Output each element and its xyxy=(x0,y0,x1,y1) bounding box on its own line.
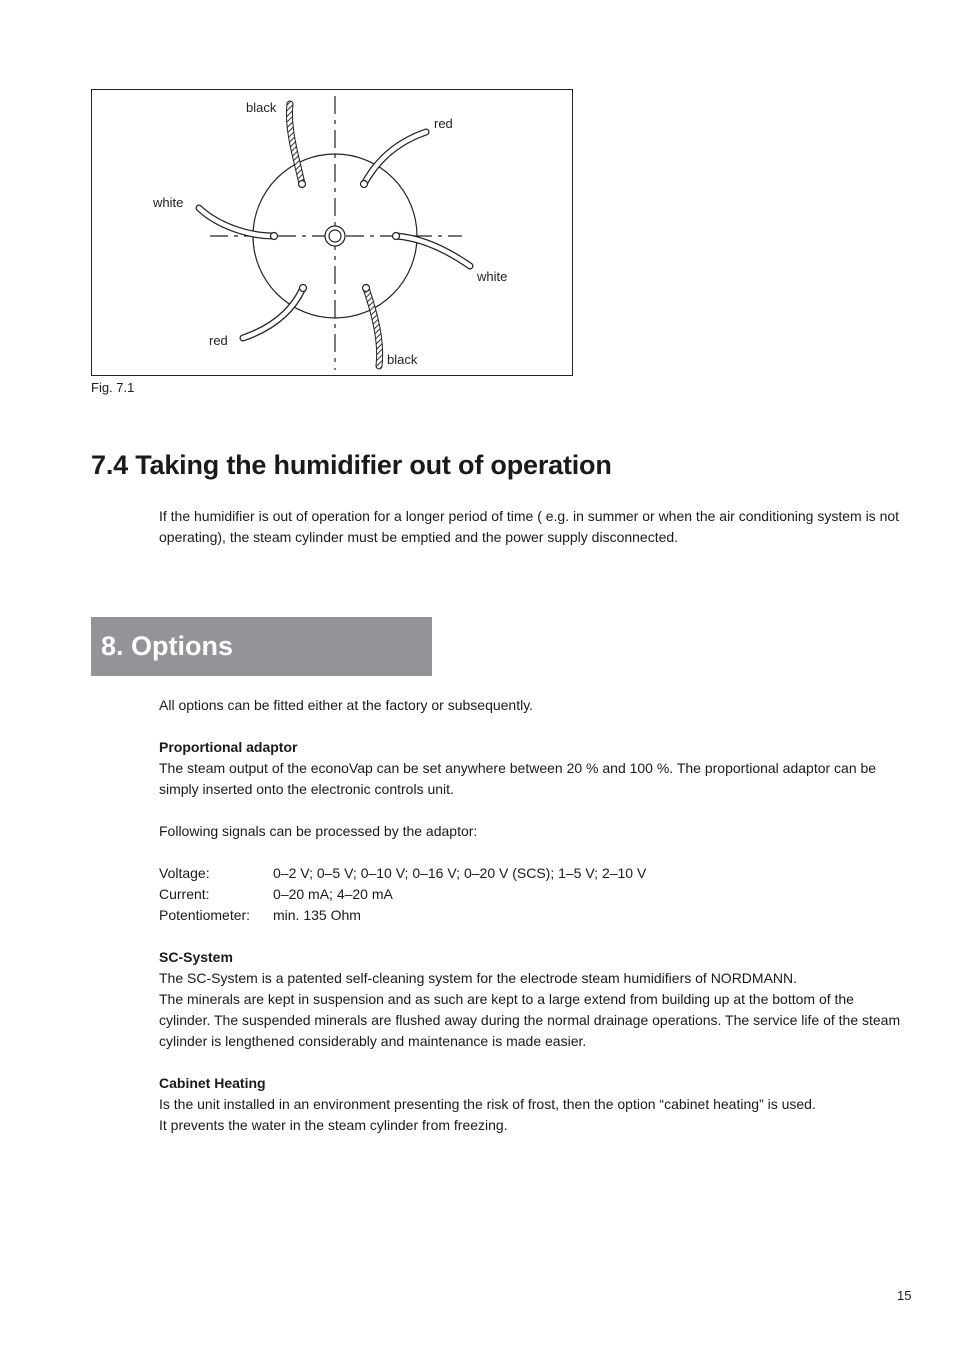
sc-system-body-2: The minerals are kept in suspension and as such are kept to a large extend from building up at the bottom of the cylinder. The suspended minerals are flushed away during the normal drainage operations. The service life of the steam cylinder is lengthened considerably and maintenance is made easier. xyxy=(159,991,901,1049)
wiring-figure xyxy=(91,89,573,376)
label-white-right: white xyxy=(477,269,508,284)
options-header-box xyxy=(91,617,432,676)
cabinet-heating-body-2: It prevents the water in the steam cylinder from freezing. xyxy=(159,1117,508,1133)
signal-value: 0–20 mA; 4–20 mA xyxy=(273,886,393,902)
wire-red-bottom xyxy=(243,288,303,338)
section-7-4-body: If the humidifier is out of operation for a longer period of time ( e.g. in summer or when the air conditioning system is not operating), the steam cylinder must be emptied and the power supply disconnected. xyxy=(159,508,900,545)
label-black-bottom: black xyxy=(387,352,418,367)
options-intro: All options can be fitted either at the factory or subsequently. xyxy=(159,697,534,713)
cabinet-heating-body-1: Is the unit installed in an environment presenting the risk of frost, then the option “cabinet heating” is used. xyxy=(159,1096,816,1112)
cabinet-heating-heading: Cabinet Heating xyxy=(159,1075,266,1091)
signal-value: min. 135 Ohm xyxy=(273,907,361,923)
options-title: 8. Options xyxy=(101,631,234,661)
proportional-adaptor-body: The steam output of the econoVap can be set anywhere between 20 % and 100 %. The proportional adaptor can be simply inserted onto the electronic controls unit. xyxy=(159,760,877,797)
signal-label: Potentiometer: xyxy=(159,907,251,923)
cylinder-wiring-diagram xyxy=(92,90,572,375)
signal-label: Current: xyxy=(159,886,210,902)
label-red-top: red xyxy=(434,116,453,131)
label-red-bottom: red xyxy=(209,333,228,348)
label-black-top: black xyxy=(246,100,277,115)
signal-label: Voltage: xyxy=(159,865,210,881)
section-7-4-title: 7.4 Taking the humidifier out of operation xyxy=(91,450,612,480)
sc-system-heading: SC-System xyxy=(159,949,233,965)
label-white-left: white xyxy=(153,195,184,210)
signal-value: 0–2 V; 0–5 V; 0–10 V; 0–16 V; 0–20 V (SCS); 1–5 V; 2–10 V xyxy=(273,865,647,881)
wire-red-top xyxy=(364,132,426,184)
sc-system-block xyxy=(159,947,907,1052)
sc-system-body-1: The SC-System is a patented self-cleaning system for the electrode steam humidifiers of NORDMANN. xyxy=(159,970,798,986)
proportional-adaptor-heading: Proportional adaptor xyxy=(159,739,298,755)
wire-white-right xyxy=(396,236,470,266)
proportional-adaptor-block xyxy=(159,737,907,800)
signals-intro: Following signals can be processed by the adaptor: xyxy=(159,823,478,839)
page-number: 15 xyxy=(897,1288,912,1303)
cabinet-heating-block xyxy=(159,1073,907,1136)
figure-caption: Fig. 7.1 xyxy=(91,380,135,395)
